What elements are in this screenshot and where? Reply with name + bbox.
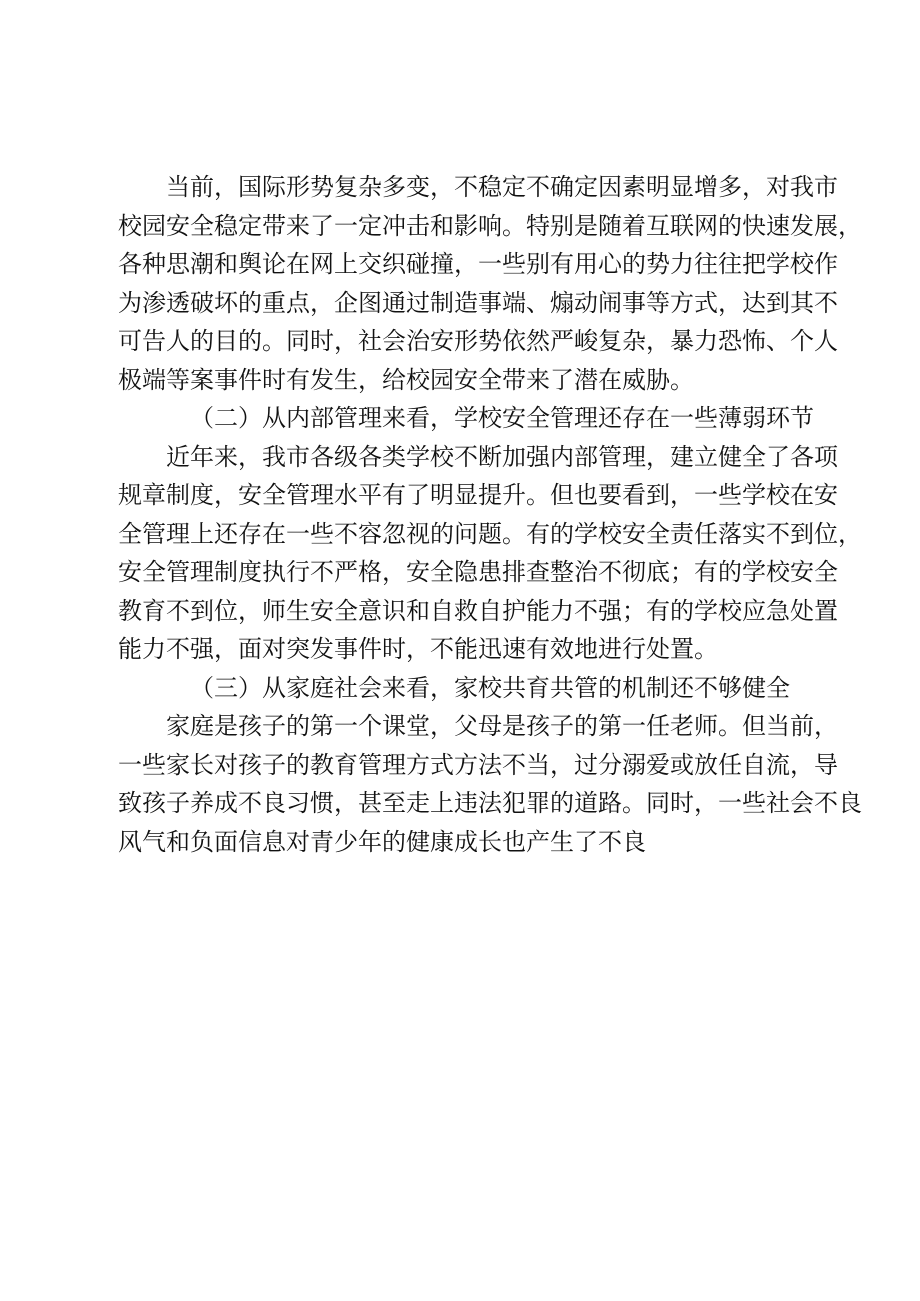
paragraph-external-situation: [118, 168, 862, 399]
paragraph-line: 致孩子养成不良习惯，甚至走上违法犯罪的道路。同时，一些社会不良: [118, 789, 862, 817]
paragraph-line: 校园安全稳定带来了一定冲击和影响。特别是随着互联网的快速发展，: [118, 211, 862, 240]
paragraph-line: 可告人的目的。同时，社会治安形势依然严峻复杂，暴力恐怖、个人: [118, 327, 838, 355]
paragraph-line: 教育不到位，师生安全意识和自救自护能力不强；有的学校应急处置: [118, 596, 838, 625]
paragraph-internal-management: [118, 438, 862, 669]
paragraph-line: 规章制度，安全管理水平有了明显提升。但也要看到，一些学校在安: [118, 481, 838, 509]
paragraph-line: 极端等案事件时有发生，给校园安全带来了潜在威胁。: [118, 365, 694, 394]
paragraph-line: 风气和负面信息对青少年的健康成长也产生了不良: [118, 827, 646, 856]
paragraph-line: 家庭是孩子的第一个课堂，父母是孩子的第一任老师。但当前，: [166, 712, 838, 740]
paragraph-line: 一些家长对孩子的教育管理方式方法不当，过分溺爱或放任自流，导: [118, 750, 838, 779]
paragraph-line: 全管理上还存在一些不容忽视的问题。有的学校安全责任落实不到位，: [118, 519, 862, 548]
paragraph-line: 安全管理制度执行不严格，安全隐患排查整治不彻底；有的学校安全: [118, 558, 838, 586]
paragraph-line: 为渗透破坏的重点，企图通过制造事端、煽动闹事等方式，达到其不: [118, 288, 838, 317]
section-heading-family-society: （三）从家庭社会来看，家校共育共管的机制还不够健全: [190, 673, 790, 702]
paragraph-line: 能力不强，面对突发事件时，不能迅速有效地进行处置。: [118, 635, 718, 663]
paragraph-line: 各种思潮和舆论在网上交织碰撞，一些别有用心的势力往往把学校作: [118, 250, 838, 278]
paragraph-line: 当前，国际形势复杂多变，不稳定不确定因素明显增多，对我市: [166, 173, 838, 201]
paragraph-family-society: [118, 707, 862, 861]
paragraph-line: 近年来，我市各级各类学校不断加强内部管理，建立健全了各项: [166, 442, 838, 471]
section-heading-internal-management: （二）从内部管理来看，学校安全管理还存在一些薄弱环节: [190, 404, 814, 432]
document-body: [118, 168, 862, 861]
